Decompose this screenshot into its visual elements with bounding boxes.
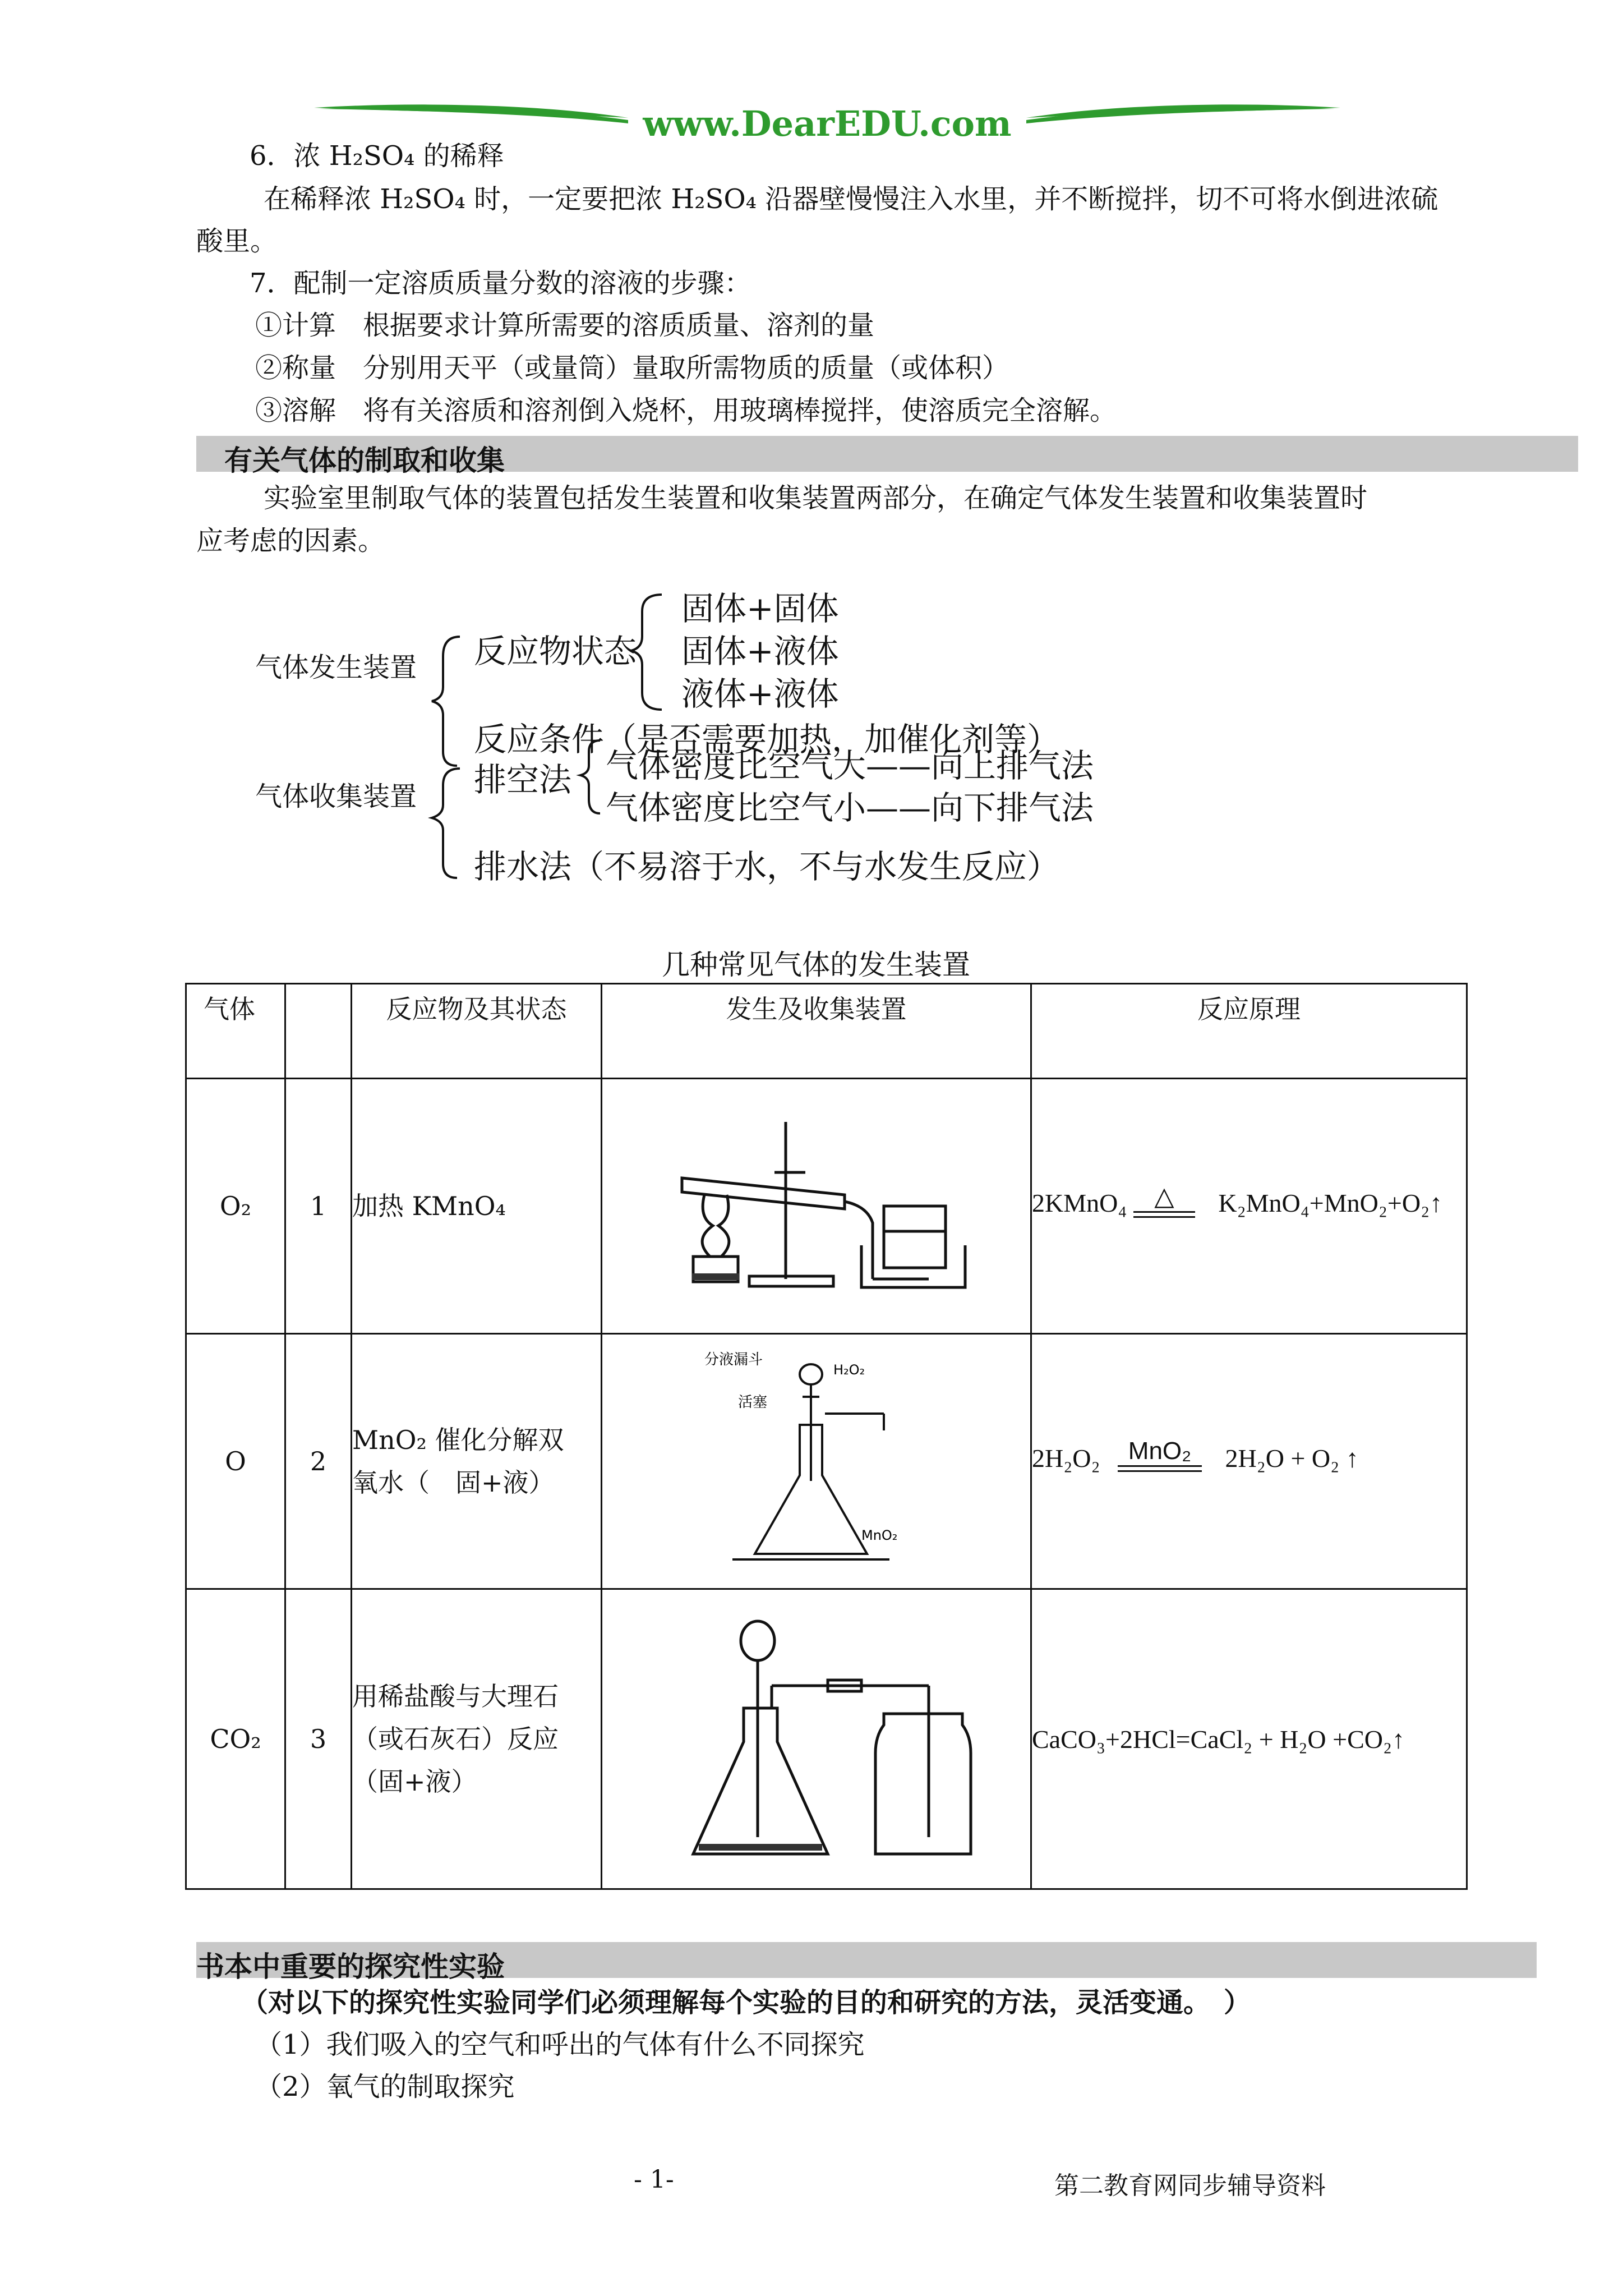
th-gas: 气体 <box>186 984 285 1079</box>
tree-water: 排水法（不易溶于水，不与水发生反应） <box>474 848 1060 886</box>
tree-air2: 气体密度比空气小——向下排气法 <box>606 789 1094 827</box>
row1-eq-right: K₂MnO₄+MnO₂+O₂↑ <box>1218 1189 1443 1217</box>
row2-equation <box>1031 1334 1467 1589</box>
tree-col-label: 气体收集装置 <box>255 781 417 812</box>
item6-body-line2: 酸里。 <box>196 226 278 257</box>
row2-apparatus <box>602 1334 1031 1589</box>
row1-apparatus <box>602 1079 1031 1334</box>
row3-no: 3 <box>285 1589 352 1889</box>
row1-gas: O₂ <box>186 1079 285 1334</box>
row3-reactant: 用稀盐酸与大理石（或石灰石）反应 <box>352 1681 559 1754</box>
row3-apparatus <box>602 1589 1031 1889</box>
row3-reactant-cell <box>352 1589 602 1889</box>
item7-step2: ②称量 分别用天平（或量筒）量取所需物质的质量（或体积） <box>255 352 1009 384</box>
item6-title: 6．浓 H₂SO₄ 的稀释 <box>250 140 504 172</box>
experiment-1: （1）我们吸入的空气和呼出的气体有什么不同探究 <box>255 2029 865 2060</box>
row2-reactant: MnO₂ 催化分解双氧水（ 固+液） <box>352 1334 602 1589</box>
row2-eq-left: 2H₂O₂ <box>1032 1443 1100 1473</box>
th-apparatus: 发生及收集装置 <box>602 984 1031 1079</box>
label-valve: 活塞 <box>737 1393 767 1411</box>
row3-reactant-state: （固+液） <box>352 1766 477 1797</box>
tree-condition: 反应条件（是否需要加热，加催化剂等） <box>474 720 1060 758</box>
table-row <box>186 1334 1467 1589</box>
section-gas-title: 有关气体的制取和收集 <box>224 444 505 477</box>
row1-equation <box>1031 1079 1467 1334</box>
section-experiments-note: （对以下的探究性实验同学们必须理解每个实验的目的和研究的方法，灵活变通。 ） <box>241 1987 1251 2018</box>
row2-gas: O <box>186 1334 285 1589</box>
row1-no: 1 <box>285 1079 352 1334</box>
gas-table <box>185 983 1468 1890</box>
row3-equation: CaCO₃+2HCl=CaCl₂ + H₂O +CO₂↑ <box>1031 1589 1467 1889</box>
tree-air1: 气体密度比空气大——向上排气法 <box>606 747 1094 785</box>
experiment-2: （2）氧气的制取探究 <box>255 2071 515 2102</box>
section-gas-bar <box>196 436 1578 477</box>
th-reactant: 反应物及其状态 <box>352 984 602 1079</box>
item6-body-line1: 在稀释浓 H₂SO₄ 时，一定要把浓 H₂SO₄ 沿器壁慢慢注入水里，并不断搅拌，切不可将水倒进浓硫 <box>264 183 1438 215</box>
section-experiments-bar <box>196 1942 1537 1983</box>
table-row <box>186 1079 1467 1334</box>
page-number: - 1- <box>634 2165 674 2194</box>
h2o2-apparatus-illustration <box>699 1341 934 1576</box>
table-row <box>186 1589 1467 1889</box>
header-logo <box>314 84 1340 146</box>
row2-no: 2 <box>285 1334 352 1589</box>
row2-eq-cond: MnO₂ <box>1128 1437 1192 1465</box>
row1-reactant: 加热 KMnO₄ <box>352 1079 602 1334</box>
header-site: www.DearEDU.com <box>643 103 1012 144</box>
label-h2o2: H₂O₂ <box>833 1361 865 1378</box>
row1-eq-left: 2KMnO₄ <box>1032 1189 1127 1217</box>
tree-state3: 液体+液体 <box>681 675 839 713</box>
label-funnel: 分液漏斗 <box>704 1351 763 1368</box>
tree-reactant-state: 反应物状态 <box>474 632 637 670</box>
th-no <box>285 984 352 1079</box>
tree-state1: 固体+固体 <box>681 590 839 628</box>
co2-apparatus-illustration <box>660 1602 974 1871</box>
item7-step3: ③溶解 将有关溶质和溶剂倒入烧杯，用玻璃棒搅拌，使溶质完全溶解。 <box>255 395 1117 426</box>
label-mno2: MnO₂ <box>861 1527 897 1543</box>
item7-title: 7．配制一定溶质质量分数的溶液的步骤： <box>250 268 751 299</box>
row3-gas: CO₂ <box>186 1589 285 1889</box>
row1-eq-cond: △ <box>1154 1182 1174 1211</box>
th-principle: 反应原理 <box>1031 984 1467 1079</box>
item7-step1: ①计算 根据要求计算所需要的溶质质量、溶剂的量 <box>255 310 875 341</box>
section-gas-body-line2: 应考虑的因素。 <box>196 525 385 556</box>
kmno4-apparatus-illustration <box>660 1111 974 1296</box>
tree-gen-label: 气体发生装置 <box>255 652 417 683</box>
tree-air: 排空法 <box>474 761 572 799</box>
section-experiments-title: 书本中重要的探究性实验 <box>196 1950 505 1983</box>
table-caption: 几种常见气体的发生装置 <box>662 949 970 981</box>
footer-source: 第二教育网同步辅导资料 <box>1054 2171 1326 2200</box>
tree-state2: 固体+液体 <box>681 632 839 670</box>
row2-eq-right: 2H₂O + O₂ ↑ <box>1225 1443 1359 1473</box>
table-header-row <box>186 984 1467 1079</box>
section-gas-body-line1: 实验室里制取气体的装置包括发生装置和收集装置两部分，在确定气体发生装置和收集装置时 <box>264 482 1368 514</box>
